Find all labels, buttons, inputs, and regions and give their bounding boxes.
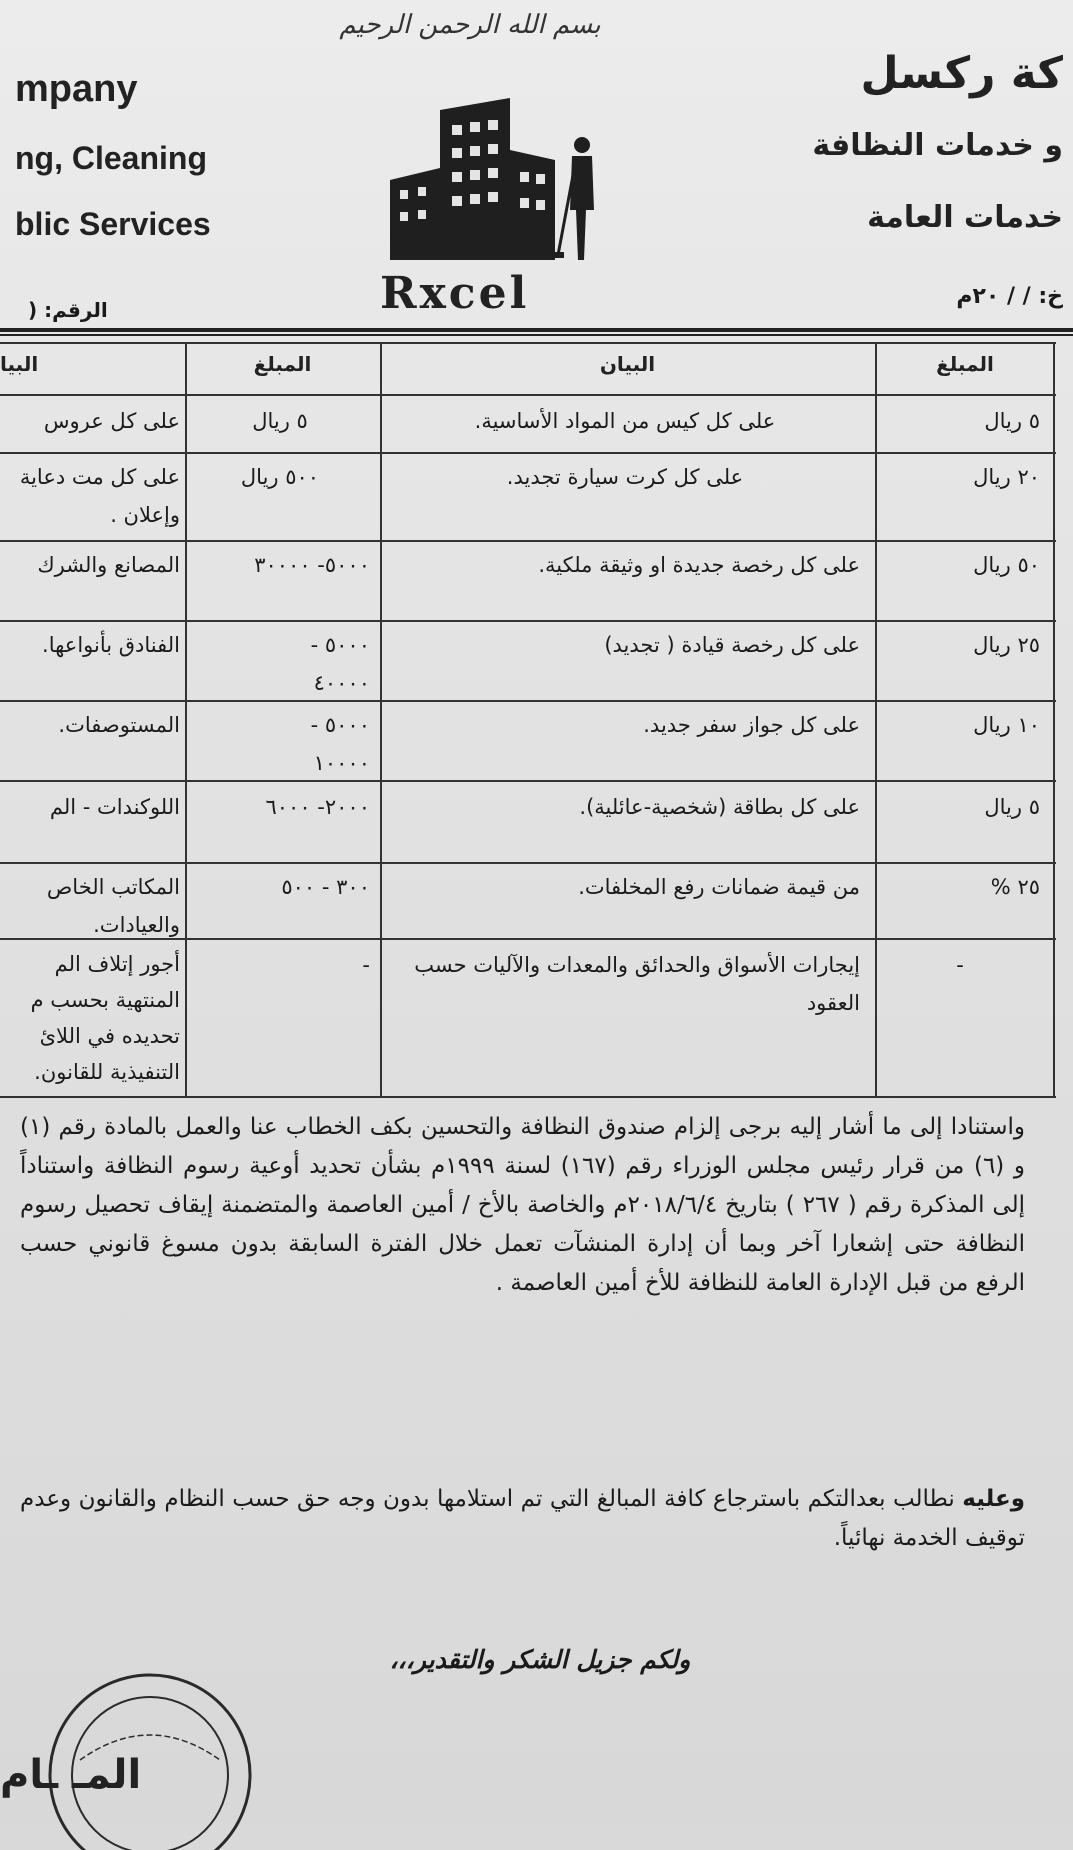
table-row-line [0, 620, 1056, 622]
row3-description: على كل رخصة جديدة او وثيقة ملكية. [538, 553, 860, 577]
fees-table [0, 342, 1056, 1098]
row2-amount: ٢٠ ريال [973, 465, 1040, 489]
closing-thanks: ولكم جزيل الشكر والتقدير،،، [389, 1645, 691, 1674]
table-divider [185, 342, 187, 1098]
table-border-top [0, 342, 1056, 344]
table-row-line [0, 862, 1056, 864]
row7-amount-2: ٣٠٠ - ٥٠٠ [281, 875, 370, 899]
header-amount-2: المبلغ [253, 352, 312, 376]
company-name-ar: كة ركسل [860, 48, 1063, 99]
table-row-line [0, 700, 1056, 702]
reference-number-label: الرقم: ( [28, 298, 108, 322]
company-subtitle-en-1: ng, Cleaning [15, 140, 207, 176]
row2-description-2: على كل مت دعاية وإعلان . [19, 465, 180, 527]
table-divider [380, 342, 382, 1098]
basmala: بسم الله الرحمن الرحيم [339, 10, 601, 40]
paragraph-lead: وعليه [962, 1486, 1025, 1512]
header-divider [0, 328, 1073, 332]
row4-description: على كل رخصة قيادة ( تجديد) [604, 633, 860, 657]
header-amount: المبلغ [936, 352, 994, 376]
row7-description-2: المكاتب الخاص والعيادات. [46, 875, 180, 937]
signature-fragment: المـ ـام [0, 1752, 142, 1798]
table-row-line [0, 540, 1056, 542]
table-header-line [0, 394, 1056, 396]
row1-description-2: على كل عروس [43, 409, 180, 433]
header-description: البيان [599, 352, 656, 376]
table-divider [875, 342, 877, 1098]
row2-amount-2: ٥٠٠ ريال [240, 465, 320, 489]
body-paragraph-1: واستنادا إلى ما أشار إليه برجى إلزام صندوق النظافة والتحسين بكف الخطاب عنا والعمل بالمادة رقم (١) و (٦) من قرار رئيس مجلس الوزراء رقم (١٦٧) لسنة ١٩٩٩م بشأن تحديد أوعية رسوم النظافة واستناداً إلى المذكرة رقم ( ٢٦٧ ) بتاريخ ٢٠١٨/٦/٤م والخاصة بالأخ / أمين العاصمة والمتضمنة إيقاف تحصيل رسوم النظافة حتى إشعارا آخر وبما أن إدارة المنشآت تعمل خلال الفترة السابقة بدون مسوغ قانوني حسب الرفع من قبل الإدارة العامة للنظافة للأخ أمين العاصمة . [20, 1114, 1025, 1296]
company-subtitle-ar-1: و خدمات النظافة [812, 128, 1063, 163]
table-row-line [0, 780, 1056, 782]
row3-amount-2: ٥٠٠٠- ٣٠٠٠٠ [254, 553, 370, 577]
date-label: خ: / / ٢٠م [956, 284, 1063, 309]
row6-description: على كل بطاقة (شخصية-عائلية). [579, 795, 860, 819]
row8-amount: - [956, 953, 964, 977]
row5-amount: ١٠ ريال [973, 713, 1040, 737]
row1-amount: ٥ ريال [984, 409, 1040, 433]
paragraph-text: نطالب بعدالتكم باسترجاع كافة المبالغ التي تم استلامها بدون وجه حق حسب النظام والقانون وعدم توقيف الخدمة نهائياً. [20, 1486, 1025, 1551]
row5-amount-2: ٥٠٠٠ - ١٠٠٠٠ [310, 713, 370, 775]
row4-amount: ٢٥ ريال [973, 633, 1040, 657]
company-subtitle-ar-2: خدمات العامة [867, 200, 1063, 235]
row1-description: على كل كيس من المواد الأساسية. [474, 409, 776, 433]
row6-description-2: اللوكندات - الم [49, 795, 180, 819]
company-subtitle-en-2: blic Services [15, 206, 211, 242]
table-border-right [1053, 342, 1055, 1098]
row5-description-2: المستوصفات. [58, 713, 180, 737]
row3-amount: ٥٠ ريال [973, 553, 1040, 577]
row4-amount-2: ٥٠٠٠ - ٤٠٠٠٠ [310, 633, 370, 695]
row7-amount: ٢٥ % [990, 875, 1040, 899]
row1-amount-2: ٥ ريال [252, 409, 308, 433]
row8-description-2: أجور إتلاف الم المنتهية بحسب م تحديده في اللائ التنفيذية للقانون. [30, 952, 180, 1084]
row8-amount-2: - [362, 953, 370, 977]
row2-description: على كل كرت سيارة تجديد. [506, 465, 744, 489]
row6-amount: ٥ ريال [984, 795, 1040, 819]
company-name-en: mpany [15, 68, 138, 110]
header-description-2: البيا [0, 352, 39, 376]
row4-description-2: الفنادق بأنواعها. [42, 633, 180, 657]
header-divider-thin [0, 334, 1073, 336]
table-row-line [0, 452, 1056, 454]
row6-amount-2: ٢٠٠٠- ٦٠٠٠ [265, 795, 370, 819]
row5-description: على كل جواز سفر جديد. [643, 713, 860, 737]
row8-description: إيجارات الأسواق والحدائق والمعدات والآليات حسب العقود [414, 953, 860, 1015]
row7-description: من قيمة ضمانات رفع المخلفات. [578, 875, 860, 899]
table-border-bottom [0, 1096, 1056, 1098]
row3-description-2: المصانع والشرك [37, 553, 180, 577]
official-stamp [20, 1650, 270, 1850]
body-paragraph-2 [20, 1480, 1025, 1558]
logo-text: Rxcel [380, 268, 530, 319]
